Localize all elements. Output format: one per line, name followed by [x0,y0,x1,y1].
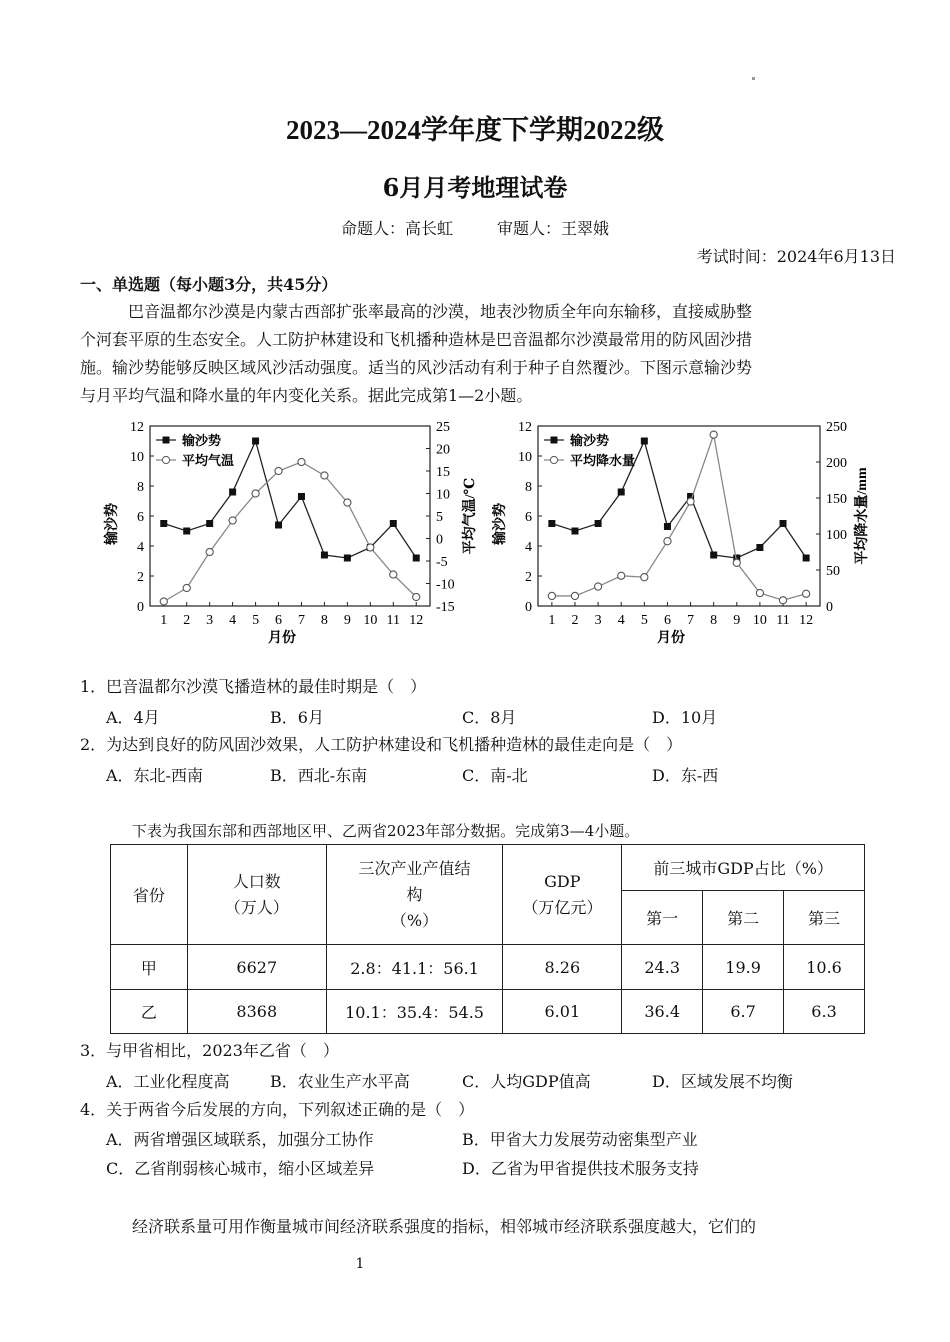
data-point [321,552,328,559]
q4-option-c: C．乙省削弱核心城市，缩小区域差异 [106,1159,375,1178]
series-line [164,462,416,602]
cell-first: 36.4 [622,990,703,1034]
data-point [664,538,671,545]
q3-option-b: B．农业生产水平高 [270,1072,410,1091]
exam-time: 考试时间：2024年6月13日 [696,247,896,266]
x-tick-label: 2 [571,613,579,628]
chart-sand-precipitation [492,414,880,654]
q1-option-d: D．10月 [652,708,718,727]
x-tick-label: 12 [409,613,424,628]
x-tick-label: 1 [548,613,556,628]
legend-label: 输沙势 [182,433,222,448]
data-point [756,589,763,596]
left-tick-label: 12 [518,420,532,435]
data-point [779,597,786,604]
data-point [390,571,397,578]
header-gdp-line: GDP [544,871,581,891]
cell-gdp: 6.01 [503,990,622,1034]
intro-line: 巴音温都尔沙漠是内蒙古西部扩张率最高的沙漠，地表沙物质全年向东输移，直接威胁整 [128,302,753,321]
series-right-axis [160,458,420,605]
header-industry-line: 三次产业产值结 [358,858,471,878]
header-industry [326,845,503,945]
header-population-unit: （万人） [224,897,289,917]
data-point [390,520,397,527]
data-point [413,593,420,600]
q3-option-a: A．工业化程度高 [106,1072,230,1091]
data-point [252,490,259,497]
data-point [229,489,236,496]
q2-option-c: C．南-北 [462,766,528,785]
data-point [344,499,351,506]
right-tick-label: 20 [436,442,450,458]
data-point [571,528,578,535]
cell-industry: 2.8：41.1：56.1 [326,945,503,990]
legend-label: 输沙势 [570,433,610,448]
left-tick-label: 8 [137,480,144,495]
cell-population: 8368 [187,990,326,1034]
left-tick-label: 6 [137,510,144,525]
intro-paragraph [80,298,886,410]
header-population-line: 人口数 [232,871,281,891]
table-intro: 下表为我国东部和西部地区甲、乙两省2023年部分数据。完成第3—4小题。 [132,822,640,840]
legend [156,433,234,468]
q1-option-a: A．4月 [106,708,160,727]
left-tick-label: 6 [525,510,532,525]
right-tick-label: 200 [826,456,847,471]
right-tick-label: -10 [436,577,455,593]
legend-marker [551,437,558,444]
x-tick-label: 10 [363,613,378,628]
title-line-2: 6月月考地理试卷 [382,173,568,202]
data-point [571,592,578,599]
intro-line: 与月平均气温和降水量的年内变化关系。据此完成第1—2小题。 [80,386,533,405]
right-tick-label: 0 [436,532,443,548]
header-third: 第三 [784,891,865,945]
header-gdp-unit: （万亿元） [522,897,603,917]
q4-option-a: A．两省增强区域联系，加强分工协作 [106,1130,374,1149]
data-point [183,584,190,591]
left-tick-label: 2 [525,570,532,585]
authors-line [0,216,950,239]
data-point [298,458,305,465]
x-tick-label: 9 [343,613,351,628]
question-2 [80,731,682,759]
cell-province: 甲 [111,945,188,990]
data-point [733,559,740,566]
header-second: 第二 [703,891,784,945]
q4-option-d: D．乙省为甲省提供技术服务支持 [462,1159,699,1178]
left-tick-label: 8 [525,480,532,495]
right-tick-label: 5 [436,510,443,525]
scan-dot [752,77,755,80]
data-point [756,544,763,551]
cell-gdp: 8.26 [503,945,622,990]
header-population [187,845,326,945]
cell-second: 6.7 [703,990,784,1034]
data-point [275,522,282,529]
page-number: 1 [355,1256,365,1272]
left-tick-label: 2 [137,570,144,585]
data-point [206,548,213,555]
q4-option-b: B．甲省大力发展劳动密集型产业 [462,1130,698,1149]
chart-sand-temperature [100,414,480,654]
left-tick-label: 10 [130,450,144,465]
right-tick-label: -5 [436,555,448,570]
header-top3-cities: 前三城市GDP占比（%） [622,845,865,891]
question-stem: 3．与甲省相比，2023年乙省（ ） [80,1041,339,1060]
header-industry-unit: （%） [390,910,439,930]
left-tick-label: 4 [525,540,532,555]
cell-population: 6627 [187,945,326,990]
data-point [803,555,810,562]
data-point [206,520,213,527]
left-tick-label: 10 [518,450,532,465]
right-tick-label: 15 [436,465,450,480]
x-tick-label: 8 [320,613,328,628]
x-tick-label: 6 [275,613,283,628]
x-tick-label: 9 [733,613,741,628]
x-tick-label: 8 [710,613,718,628]
legend-marker [550,456,557,463]
q2-option-a: A．东北-西南 [106,766,203,785]
x-tick-label: 10 [752,613,767,628]
question-4 [80,1096,474,1124]
cell-third: 10.6 [784,945,865,990]
x-tick-label: 2 [183,613,191,628]
right-tick-label: -15 [436,600,455,615]
cell-province: 乙 [111,990,188,1034]
data-point [229,517,236,524]
q1-option-c: C．8月 [462,708,517,727]
left-tick-label: 12 [130,420,144,435]
question-1 [80,673,426,701]
x-tick-label: 7 [687,613,695,628]
q2-option-d: D．东-西 [652,766,719,785]
x-axis-title: 月份 [657,631,685,646]
x-tick-label: 4 [229,613,237,628]
q3-option-c: C．人均GDP值高 [462,1072,591,1091]
question-stem: 1．巴音温都尔沙漠飞播造林的最佳时期是（ ） [80,677,427,696]
data-point [367,544,374,551]
data-point [298,493,305,500]
left-axis-title: 输沙势 [493,503,508,545]
legend-label: 平均降水量 [570,453,636,468]
left-tick-label: 0 [525,600,532,615]
q2-option-b: B．西北-东南 [270,766,368,785]
data-point [595,520,602,527]
right-axis-title: 平均降水量/mm [855,467,870,565]
data-point [321,472,328,479]
left-axis-title: 输沙势 [105,503,120,545]
data-point [710,552,717,559]
x-tick-label: 3 [594,613,602,628]
data-point [641,438,648,445]
data-point [160,598,167,605]
right-axis-title: 平均气温/℃ [463,477,478,555]
right-tick-label: 25 [436,420,450,435]
intro-line: 个河套平原的生态安全。人工防护林建设和飞机播种造林是巴音温都尔沙漠最常用的防风固沙措 [80,330,753,349]
legend-marker [162,456,169,463]
intro-line: 施。输沙势能够反映区域风沙活动强度。适当的风沙活动有利于种子自然覆沙。下图示意输沙势 [80,358,753,377]
right-tick-label: 50 [826,564,840,579]
title-line-1: 2023—2024学年度下学期2022级 [286,115,664,145]
data-point [252,438,259,445]
x-axis-title: 月份 [268,631,296,646]
header-industry-line: 构 [406,884,423,904]
x-tick-label: 11 [776,613,790,628]
author: 命题人：高长虹 [340,219,453,238]
x-tick-label: 12 [799,613,814,628]
left-tick-label: 0 [137,600,144,615]
x-tick-label: 4 [617,613,625,628]
province-data-table [110,844,865,1034]
data-point [548,592,555,599]
data-point [803,590,810,597]
x-tick-label: 5 [252,613,260,628]
header-first: 第一 [622,891,703,945]
data-point [618,489,625,496]
x-tick-label: 6 [663,613,671,628]
left-tick-label: 4 [137,540,144,555]
x-tick-label: 11 [386,613,401,628]
data-point [594,583,601,590]
x-tick-label: 7 [297,613,305,628]
cell-third: 6.3 [784,990,865,1034]
data-point [344,555,351,562]
table-row [111,945,865,990]
question-stem: 2．为达到良好的防风固沙效果，人工防护林建设和飞机播种造林的最佳走向是（ ） [80,735,683,754]
data-point [664,523,671,530]
data-point [548,520,555,527]
legend [544,433,635,468]
question-stem: 4．关于两省今后发展的方向，下列叙述正确的是（ ） [80,1100,475,1119]
x-tick-label: 1 [160,613,168,628]
cell-first: 24.3 [622,945,703,990]
data-point [275,467,282,474]
legend-label: 平均气温 [182,453,235,468]
q3-option-d: D．区域发展不均衡 [652,1072,793,1091]
right-tick-label: 250 [826,420,847,435]
question-3 [80,1037,339,1065]
x-tick-label: 5 [640,613,648,628]
data-point [413,555,420,562]
table-row [111,990,865,1034]
right-tick-label: 10 [436,487,450,503]
final-paragraph: 经济联系量可用作衡量城市间经济联系强度的指标，相邻城市经济联系强度越大，它们的 [132,1217,757,1236]
data-point [780,520,787,527]
x-tick-label: 3 [206,613,214,628]
header-gdp [503,845,622,945]
data-point [687,498,694,505]
data-point [183,528,190,535]
data-point [710,431,717,438]
header-province: 省份 [111,845,188,945]
right-tick-label: 150 [826,492,847,507]
cell-industry: 10.1：35.4：54.5 [326,990,503,1034]
data-point [160,520,167,527]
legend-marker [163,437,170,444]
right-tick-label: 100 [826,528,847,543]
section-heading: 一、单选题（每小题3分，共45分） [80,275,338,294]
reviewer: 审题人：王翠娥 [497,219,610,238]
q1-option-b: B．6月 [270,708,324,727]
cell-second: 19.9 [703,945,784,990]
data-point [618,572,625,579]
right-tick-label: 0 [826,600,833,615]
data-point [641,574,648,581]
